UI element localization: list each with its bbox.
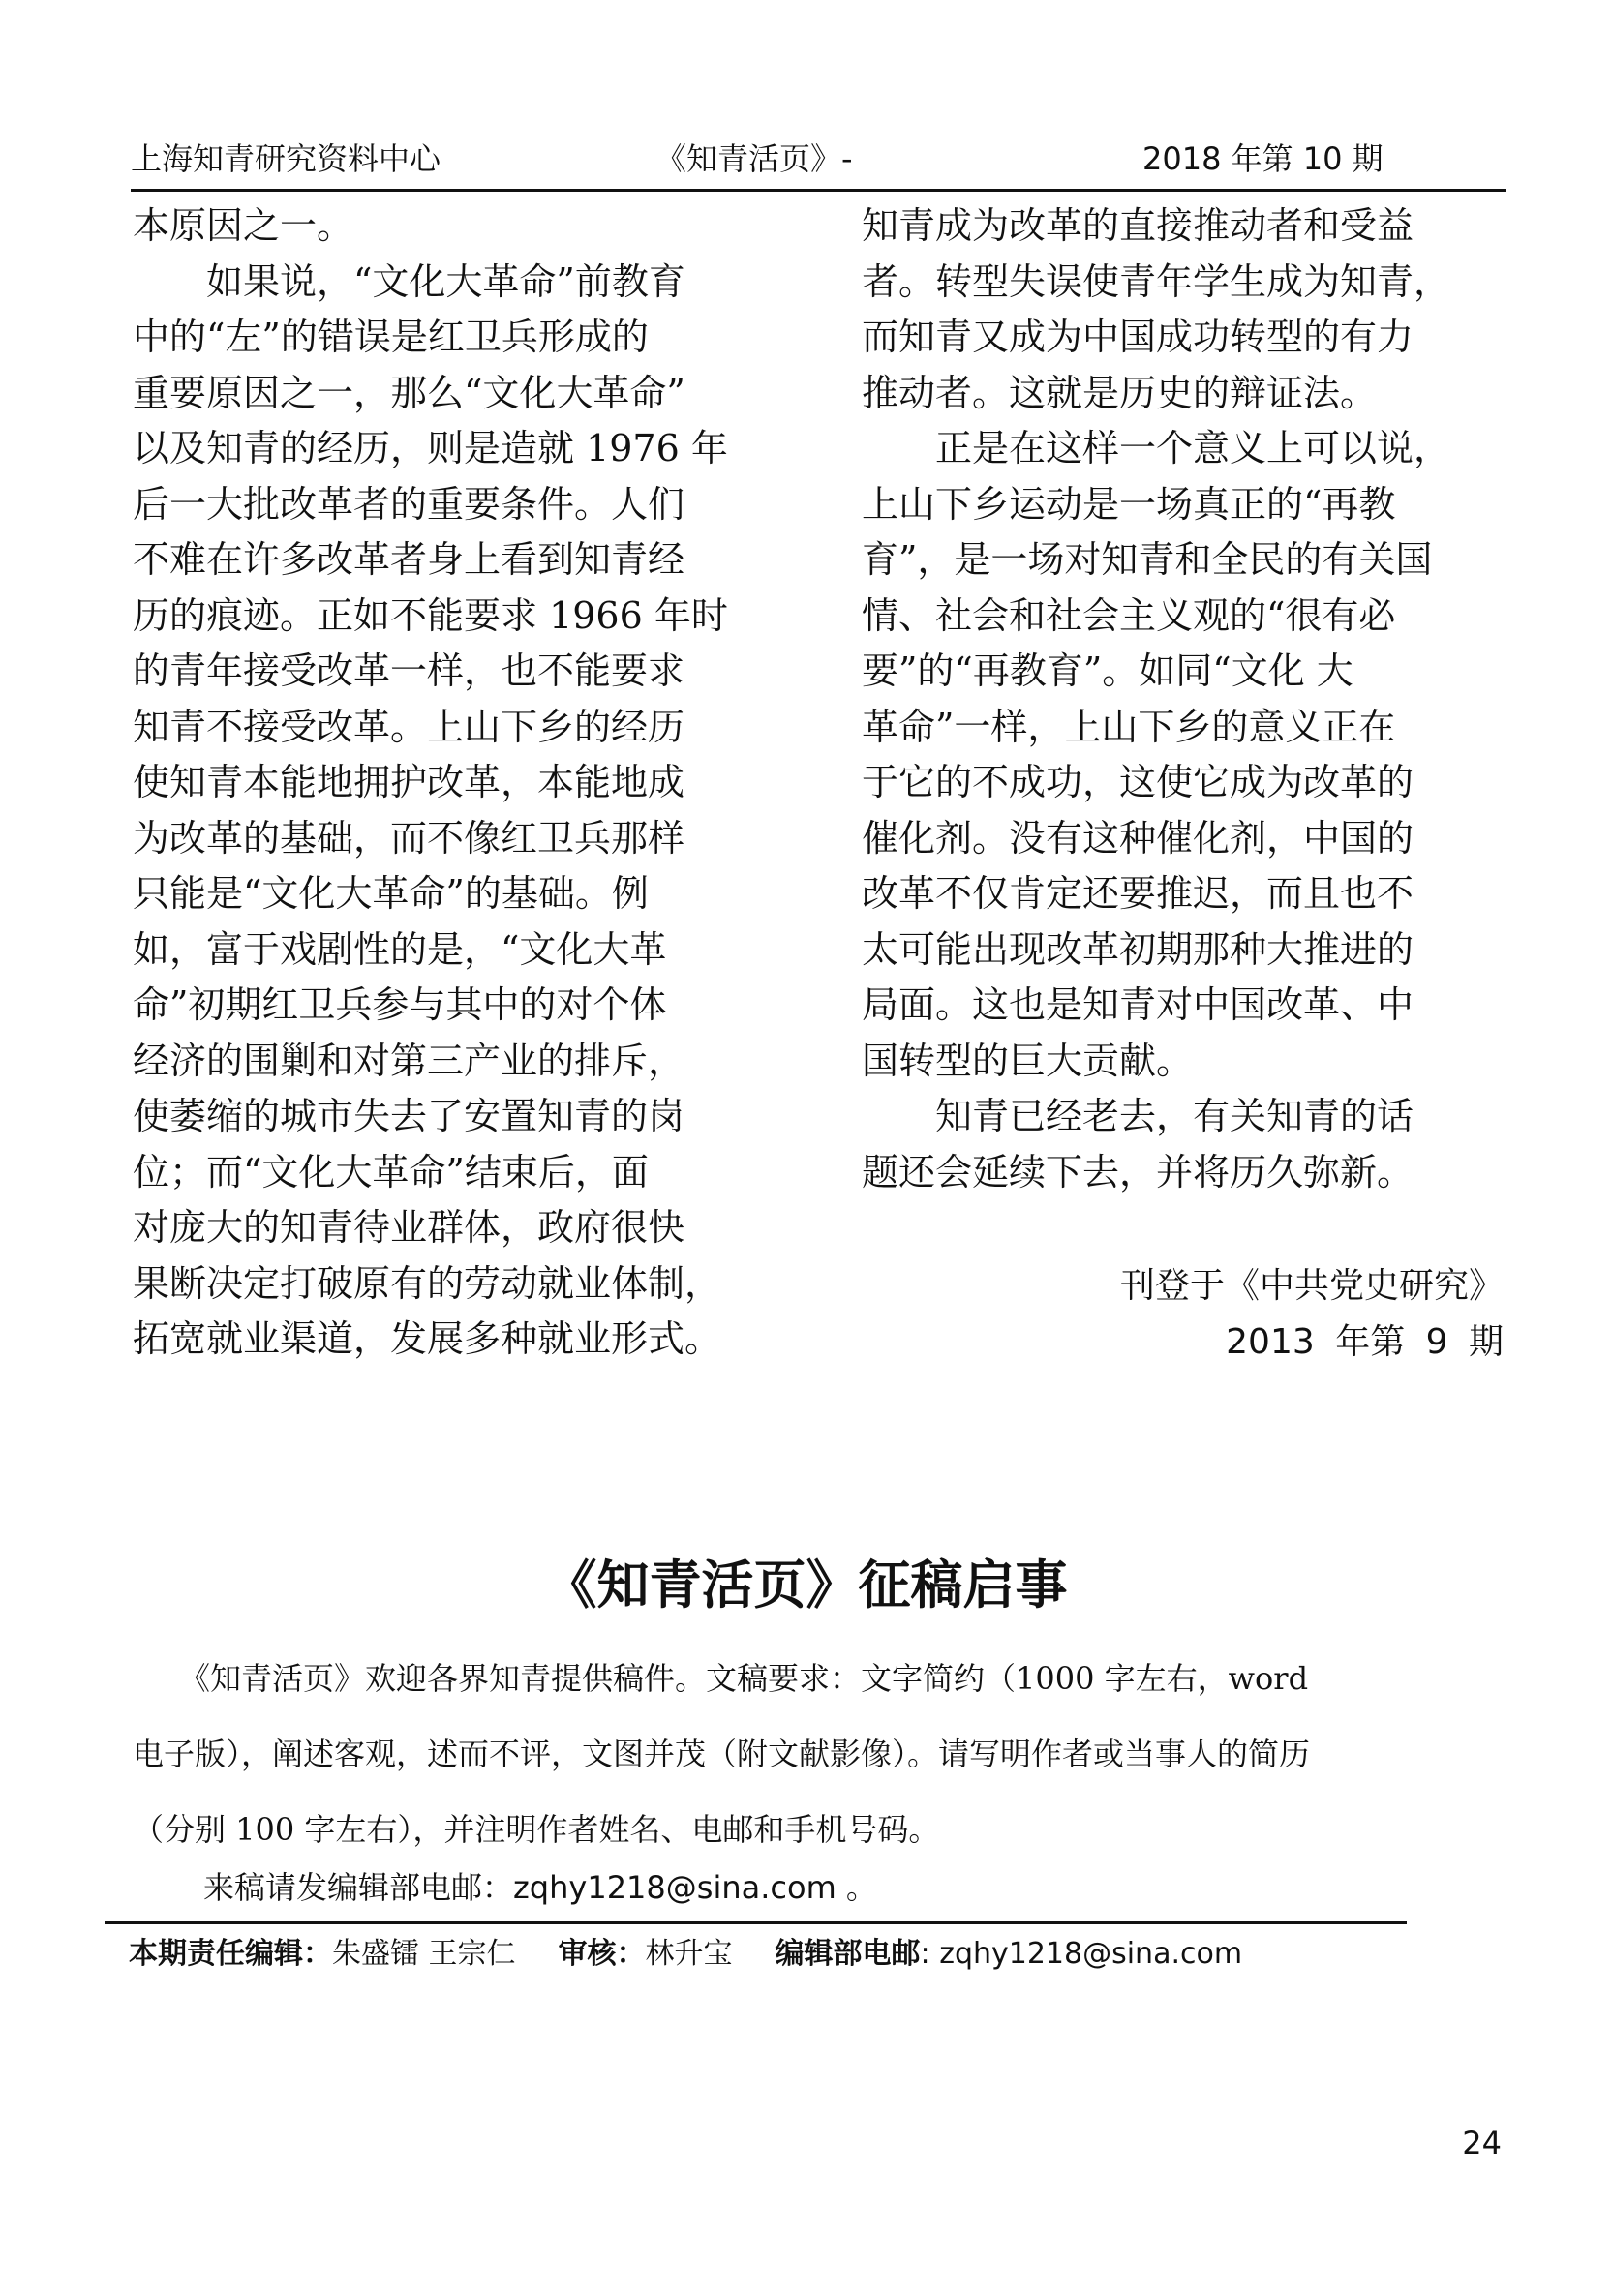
review-name: 林升宝	[645, 1937, 733, 1971]
header-org: 上海知青研究资料中心	[131, 140, 441, 177]
email-value: : zqhy1218@sina.com	[920, 1937, 1243, 1971]
page-number: 24	[1462, 2125, 1502, 2161]
text-line: 如，富于戏剧性的是，“文化大革	[133, 927, 667, 971]
text-line: 正是在这样一个意义上可以说，	[862, 427, 1451, 469]
text-line: 上山下乡运动是一场真正的“再教	[862, 482, 1396, 526]
text-line: 命”初期红卫兵参与其中的对个体	[133, 983, 667, 1026]
notice-body	[133, 1641, 1507, 1867]
text-line: 位；而“文化大革命”结束后，面	[133, 1150, 649, 1193]
footer-rule	[105, 1921, 1407, 1924]
header-issue: 2018 年第 10 期	[1142, 140, 1384, 177]
email-label: 编辑部电邮	[775, 1937, 921, 1971]
text-line: 为改革的基础，而不像红卫兵那样	[133, 816, 685, 860]
text-line: 知青成为改革的直接推动者和受益	[862, 204, 1414, 247]
text-line: 后一大批改革者的重要条件。人们	[133, 482, 685, 526]
text-line: 于它的不成功，这使它成为改革的	[862, 761, 1414, 803]
source-issue: 2013 年第 9 期	[1226, 1322, 1504, 1362]
notice-title: 《知青活页》征稿启事	[544, 1555, 1068, 1616]
text-line: 推动者。这就是历史的辩证法。	[862, 371, 1378, 414]
text-line: 革命”一样，上山下乡的意义正在	[862, 705, 1396, 748]
text-line: 历的痕迹。正如不能要求 1966 年时	[133, 593, 728, 637]
text-line: 经济的围剿和对第三产业的排斥，	[133, 1039, 685, 1082]
text-line: 催化剂。没有这种催化剂，中国的	[862, 816, 1414, 860]
text-line: 重要原因之一，那么“文化大革命”	[133, 371, 685, 414]
editor-label: 本期责任编辑：	[129, 1937, 332, 1971]
text-line: 果断决定打破原有的劳动就业体制，	[133, 1261, 722, 1305]
notice-mail-line: 来稿请发编辑部电邮：zqhy1218@sina.com 。	[203, 1869, 877, 1906]
text-line: 对庞大的知青待业群体，政府很快	[133, 1206, 685, 1249]
source-journal: 刊登于《中共党史研究》	[1119, 1266, 1504, 1306]
editor-names: 朱盛镭 王宗仁	[332, 1937, 516, 1971]
text-line: 知青已经老去，有关知青的话	[862, 1095, 1414, 1137]
article-right-column	[862, 198, 1510, 1200]
text-line: 者。转型失误使青年学生成为知青，	[862, 259, 1451, 303]
article-left-column	[133, 198, 781, 1368]
text-line: 情、社会和社会主义观的“很有必	[862, 593, 1396, 637]
text-line: 知青不接受改革。上山下乡的经历	[133, 705, 685, 748]
text-line: 拓宽就业渠道，发展多种就业形式。	[133, 1317, 722, 1360]
text-line: 如果说，“文化大革命”前教育	[133, 259, 685, 303]
text-line: 使萎缩的城市失去了安置知青的岗	[133, 1095, 685, 1137]
text-line: 太可能出现改革初期那种大推进的	[862, 927, 1414, 971]
editorial-credits	[129, 1931, 1242, 1978]
text-line: 使知青本能地拥护改革，本能地成	[133, 761, 685, 803]
text-line: 不难在许多改革者身上看到知青经	[133, 538, 685, 581]
header-publication: 《知青活页》-	[655, 140, 853, 177]
text-line: 本原因之一。	[133, 204, 354, 247]
text-line: 国转型的巨大贡献。	[862, 1039, 1194, 1082]
text-line: 育”，是一场对知青和全民的有关国	[862, 538, 1433, 581]
text-line: 中的“左”的错误是红卫兵形成的	[133, 316, 649, 358]
review-label: 审核：	[558, 1937, 646, 1971]
header-rule	[131, 189, 1506, 192]
notice-line: 《知青活页》欢迎各界知青提供稿件。文稿要求：文字简约（1000 字左右，word	[133, 1660, 1309, 1697]
text-line: 改革不仅肯定还要推迟，而且也不	[862, 872, 1414, 915]
text-line: 题还会延续下去，并将历久弥新。	[862, 1150, 1414, 1193]
text-line: 的青年接受改革一样，也不能要求	[133, 650, 685, 692]
notice-line: （分别 100 字左右），并注明作者姓名、电邮和手机号码。	[133, 1811, 940, 1848]
article-source	[1120, 1258, 1504, 1371]
notice-line: 电子版），阐述客观，述而不评，文图并茂（附文献影像）。请写明作者或当事人的简历	[133, 1736, 1311, 1772]
text-line: 以及知青的经历，则是造就 1976 年	[133, 427, 728, 469]
text-line: 只能是“文化大革命”的基础。例	[133, 872, 649, 915]
text-line: 而知青又成为中国成功转型的有力	[862, 316, 1414, 358]
text-line: 要”的“再教育”。如同“文化 大	[862, 650, 1353, 692]
running-header	[131, 134, 1506, 184]
text-line: 局面。这也是知青对中国改革、中	[862, 983, 1414, 1026]
